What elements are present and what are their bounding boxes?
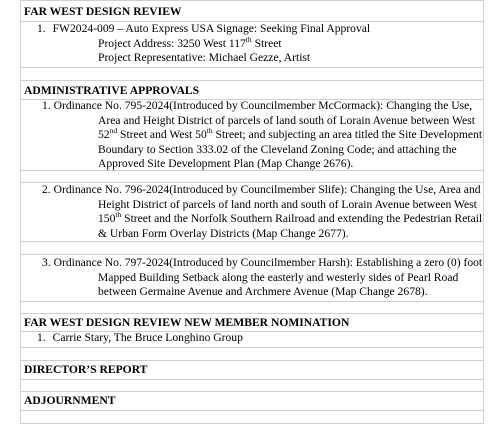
ordinance-text: Street and West 50	[117, 128, 207, 141]
ordinance-text: between Germaine Avenue and Archmere Avenue (Map Change 2678).	[98, 285, 428, 298]
ordinance-text: Boundary to Section 333.02 of the Cleveland Zoning Code; and attaching the	[98, 142, 457, 156]
rule	[20, 360, 483, 361]
fwdr-project-address	[98, 37, 282, 52]
ordinal-suffix: th	[115, 210, 122, 220]
rule	[20, 301, 483, 302]
fwdr-project-representative: Project Representative: Michael Gezze, Artist	[98, 51, 311, 64]
rule	[20, 379, 483, 380]
ordinal-suffix: th	[206, 126, 213, 136]
section-heading-adjournment: ADJOURNMENT	[24, 394, 116, 407]
address-text-end: Street	[251, 37, 282, 50]
section-heading-directors-report: DIRECTOR’S REPORT	[24, 363, 148, 376]
rule-top	[20, 0, 483, 1]
ordinal-suffix: th	[245, 35, 252, 45]
ordinance-text: 52	[98, 128, 110, 141]
rule	[20, 423, 483, 424]
rule	[20, 391, 483, 392]
table-border-right	[483, 0, 484, 424]
list-number: 1.	[37, 331, 46, 344]
admin-item-1	[42, 99, 472, 114]
ordinance-text: Area and Height District of parcels of land south of Lorain Avenue between West	[98, 113, 475, 127]
section-heading-administrative-approvals: ADMINISTRATIVE APPROVALS	[24, 84, 200, 97]
nominee-text: Carrie Stary, The Bruce Longhino Group	[52, 331, 243, 344]
rule	[20, 347, 483, 348]
table-border-left	[20, 0, 21, 424]
fwdr-item-1	[37, 22, 370, 37]
ordinance-text: Ordinance No. 797-2024(Introduced by Councilmember Harsh): Establishing a zero (0) foot	[53, 256, 483, 269]
list-number: 1.	[42, 99, 51, 112]
ordinance-text: Street; and subjecting an area titled the Site Development	[212, 128, 483, 141]
rule	[20, 67, 483, 68]
ordinance-text: Height District of parcels of land north and south of Lorain Avenue between West	[98, 197, 477, 211]
rule	[20, 170, 483, 171]
rule	[20, 410, 483, 411]
ordinance-text: Ordinance No. 796-2024(Introduced by Councilmember Slife): Changing the Use, Area and	[53, 183, 481, 196]
address-text: Project Address: 3250 West 117	[98, 37, 246, 50]
section-heading-far-west-design-review: FAR WEST DESIGN REVIEW	[24, 5, 182, 18]
admin-item-2	[42, 183, 481, 198]
ordinance-text: Street and the Norfolk Southern Railroad and extending the Pedestrian Retail	[121, 212, 483, 225]
ordinance-text: Approved Site Development Plan (Map Change 2676).	[98, 157, 354, 170]
ordinal-suffix: nd	[109, 126, 118, 136]
list-number: 3.	[42, 256, 51, 269]
rule	[20, 241, 483, 242]
admin-item-1-continued	[98, 114, 482, 172]
admin-item-2-continued	[98, 198, 482, 242]
ordinance-text: Ordinance No. 795-2024(Introduced by Councilmember McCormack): Changing the Use,	[53, 99, 473, 112]
section-heading-new-member-nomination: FAR WEST DESIGN REVIEW NEW MEMBER NOMINATION	[24, 316, 350, 329]
rule	[20, 313, 483, 314]
list-number: 1.	[37, 22, 46, 35]
ordinance-text: 150	[98, 212, 116, 225]
list-number: 2.	[42, 183, 51, 196]
rule	[20, 80, 483, 81]
admin-item-3-continued	[98, 271, 458, 300]
admin-item-3	[42, 256, 482, 271]
rule	[20, 254, 483, 255]
nomination-item-1	[37, 331, 243, 346]
ordinance-text: Mapped Building Setback along the easterly and westerly sides of Pearl Road	[98, 270, 459, 284]
fwdr-item-title: FW2024-009 – Auto Express USA Signage: Seeking Final Approval	[52, 22, 371, 35]
ordinance-text: & Urban Form Overlay Districts (Map Change 2677).	[98, 226, 349, 240]
